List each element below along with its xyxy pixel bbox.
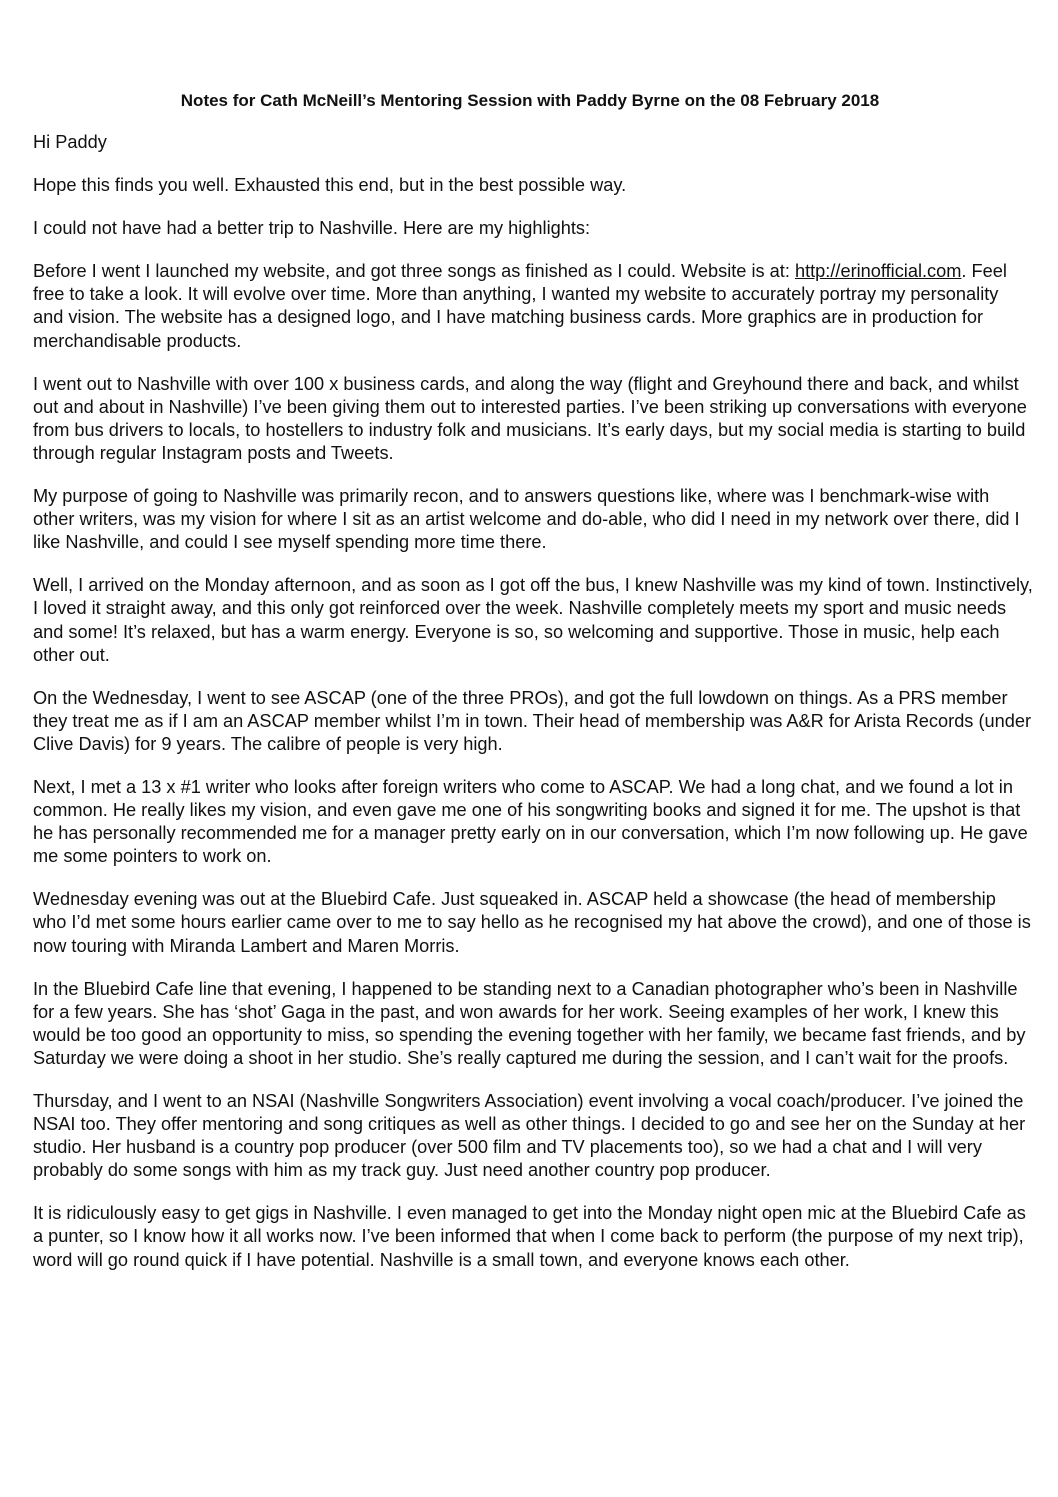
website-link[interactable]: http://erinofficial.com [794,261,962,282]
document-body [33,131,1033,1292]
paragraph-3 [33,260,1033,352]
paragraph-1: Hope this finds you well. Exhausted this end, but in the best possible way. [33,175,627,196]
paragraph-8: Next, I met a 13 x #1 writer who looks after foreign writers who come to ASCAP. We had a long chat, and we found a lot in common. He really likes my vision, and even gave me one of his songwriting books and signed it for me. The upshot is that he has personally recommended me for a manager pretty early on in our conversation, which I’m now following up. He gave me some pointers to work on. [33,776,1028,867]
greeting: Hi Paddy [33,132,107,152]
paragraph-11: Thursday, and I went to an NSAI (Nashville Songwriters Association) event involving a vocal coach/producer. I’ve joined the NSAI too. They offer mentoring and song critiques as well as other things. I decided to go and see her on the Sunday at her studio. Her husband is a country pop producer (over 500 film and TV placements too), so we had a chat and I will very probably do some songs with him as my track guy. Just need another country pop producer. [33,1091,1026,1181]
paragraph-2: I could not have had a better trip to Nashville. Here are my highlights: [33,218,591,239]
paragraph-3-intro: Before I went I launched my website, and got three songs as finished as I could. Website is at: [33,261,795,282]
paragraph-6: Well, I arrived on the Monday afternoon, and as soon as I got off the bus, I knew Nashville was my kind of town. Instinctively, I loved it straight away, and this only got reinforced over the week. Nashville completely meets my sport and music needs and some! It’s relaxed, but has a warm energy. Everyone is so, so welcoming and supportive. Those in music, help each other out. [33,575,1033,665]
paragraph-4: I went out to Nashville with over 100 x business cards, and along the way (flight and Greyhound there and back, and whilst out and about in Nashville) I’ve been giving them out to interested parties. I’ve been striking up conversations with everyone from bus drivers to locals, to hostellers to industry folk and musicians. It’s early days, but my social media is starting to build through regular Instagram posts and Tweets. [33,373,1027,463]
paragraph-7: On the Wednesday, I went to see ASCAP (one of the three PROs), and got the full lowdown on things. As a PRS member they treat me as if I am an ASCAP member whilst I’m in town. Their head of membership was A&R for Arista Records (under Clive Davis) for 9 years. The calibre of people is very high. [33,687,1032,754]
paragraph-10: In the Bluebird Cafe line that evening, I happened to be standing next to a Canadian photographer who’s been in Nashville for a few years. She has ‘shot’ Gaga in the past, and won awards for her work. Seeing examples of her work, I knew this would be too good an opportunity to miss, so spending the evening together with her family, we became fast friends, and by Saturday we were doing a shoot in her studio. She’s really captured me during the session, and I can’t wait for the proofs. [33,978,1026,1068]
paragraph-12: It is ridiculously easy to get gigs in Nashville. I even managed to get into the Monday night open mic at the Bluebird Cafe as a punter, so I know how it all works now. I’ve been informed that when I come back to perform (the purpose of my next trip), word will go round quick if I have potential. Nashville is a small town, and everyone knows each other. [33,1203,1026,1270]
paragraph-5: My purpose of going to Nashville was primarily recon, and to answers questions like, where was I benchmark-wise with other writers, was my vision for where I sit as an artist welcome and do-able, who did I need in my network over there, did I like Nashville, and could I see myself spending more time there. [33,486,1020,553]
paragraph-3-rest: . Feel free to take a look. It will evolve over time. More than anything, I wanted my website to accurately portray my personality and vision. The website has a designed logo, and I have matching business cards. More graphics are in production for merchandisable products. [33,261,1007,351]
document-title: Notes for Cath McNeill’s Mentoring Session with Paddy Byrne on the 08 February 2018 [180,91,880,110]
paragraph-9: Wednesday evening was out at the Bluebird Cafe. Just squeaked in. ASCAP held a showcase (the head of membership who I’d met some hours earlier came over to me to say hello as he recognised my hat above the crowd), and one of those is now touring with Miranda Lambert and Maren Morris. [33,889,1031,956]
